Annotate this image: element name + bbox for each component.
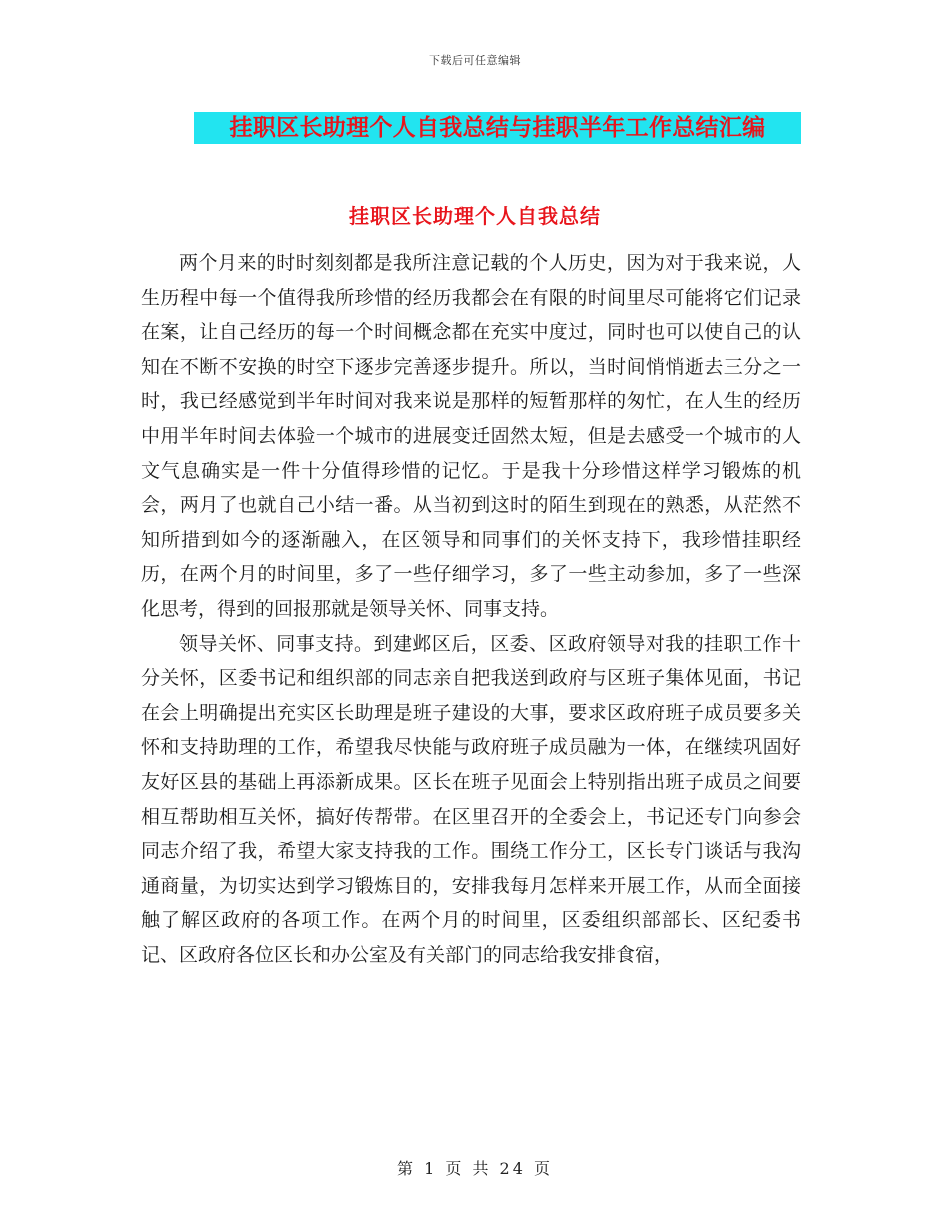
page-header-note: 下载后可任意编辑: [429, 54, 521, 67]
document-body: [141, 246, 801, 972]
document-title: 挂职区长助理个人自我总结与挂职半年工作总结汇编: [194, 112, 801, 144]
section-title: 挂职区长助理个人自我总结: [349, 204, 601, 228]
body-paragraph: 领导关怀、同事支持。到建邺区后，区委、区政府领导对我的挂职工作十分关怀，区委书记和组织部的同志亲自把我送到政府与区班子集体见面，书记在会上明确提出充实区长助理是班子建设的大事，要求区政府班子成员要多关怀和支持助理的工作，希望我尽快能与政府班子成员融为一体，在继续巩固好友好区县的基础上再添新成果。区长在班子见面会上特别指出班子成员之间要相互帮助相互关怀，搞好传帮带。在区里召开的全委会上，书记还专门向参会同志介绍了我，希望大家支持我的工作。围绕工作分工，区长专门谈话与我沟通商量，为切实达到学习锻炼目的，安排我每月怎样来开展工作，从而全面接触了解区政府的各项工作。在两个月的时间里，区委组织部部长、区纪委书记、区政府各位区长和办公室及有关部门的同志给我安排食宿，: [141, 632, 801, 966]
body-paragraph: 两个月来的时时刻刻都是我所注意记载的个人历史，因为对于我来说，人生历程中每一个值得我所珍惜的经历我都会在有限的时间里尽可能将它们记录在案，让自己经历的每一个时间概念都在充实中度过，同时也可以使自己的认知在不断不安换的时空下逐步完善逐步提升。所以，当时间悄悄逝去三分之一时，我已经感觉到半年时间对我来说是那样的短暂那样的匆忙，在人生的经历中用半年时间去体验一个城市的进展变迁固然太短，但是去感受一个城市的人文气息确实是一件十分值得珍惜的记忆。于是我十分珍惜这样学习锻炼的机会，两月了也就自己小结一番。从当初到这时的陌生到现在的熟悉，从茫然不知所措到如今的逐渐融入，在区领导和同事们的关怀支持下，我珍惜挂职经历，在两个月的时间里，多了一些仔细学习，多了一些主动参加，多了一些深化思考，得到的回报那就是领导关怀、同事支持。: [141, 252, 801, 620]
page-number-footer: 第 1 页 共 24 页: [397, 1159, 553, 1178]
